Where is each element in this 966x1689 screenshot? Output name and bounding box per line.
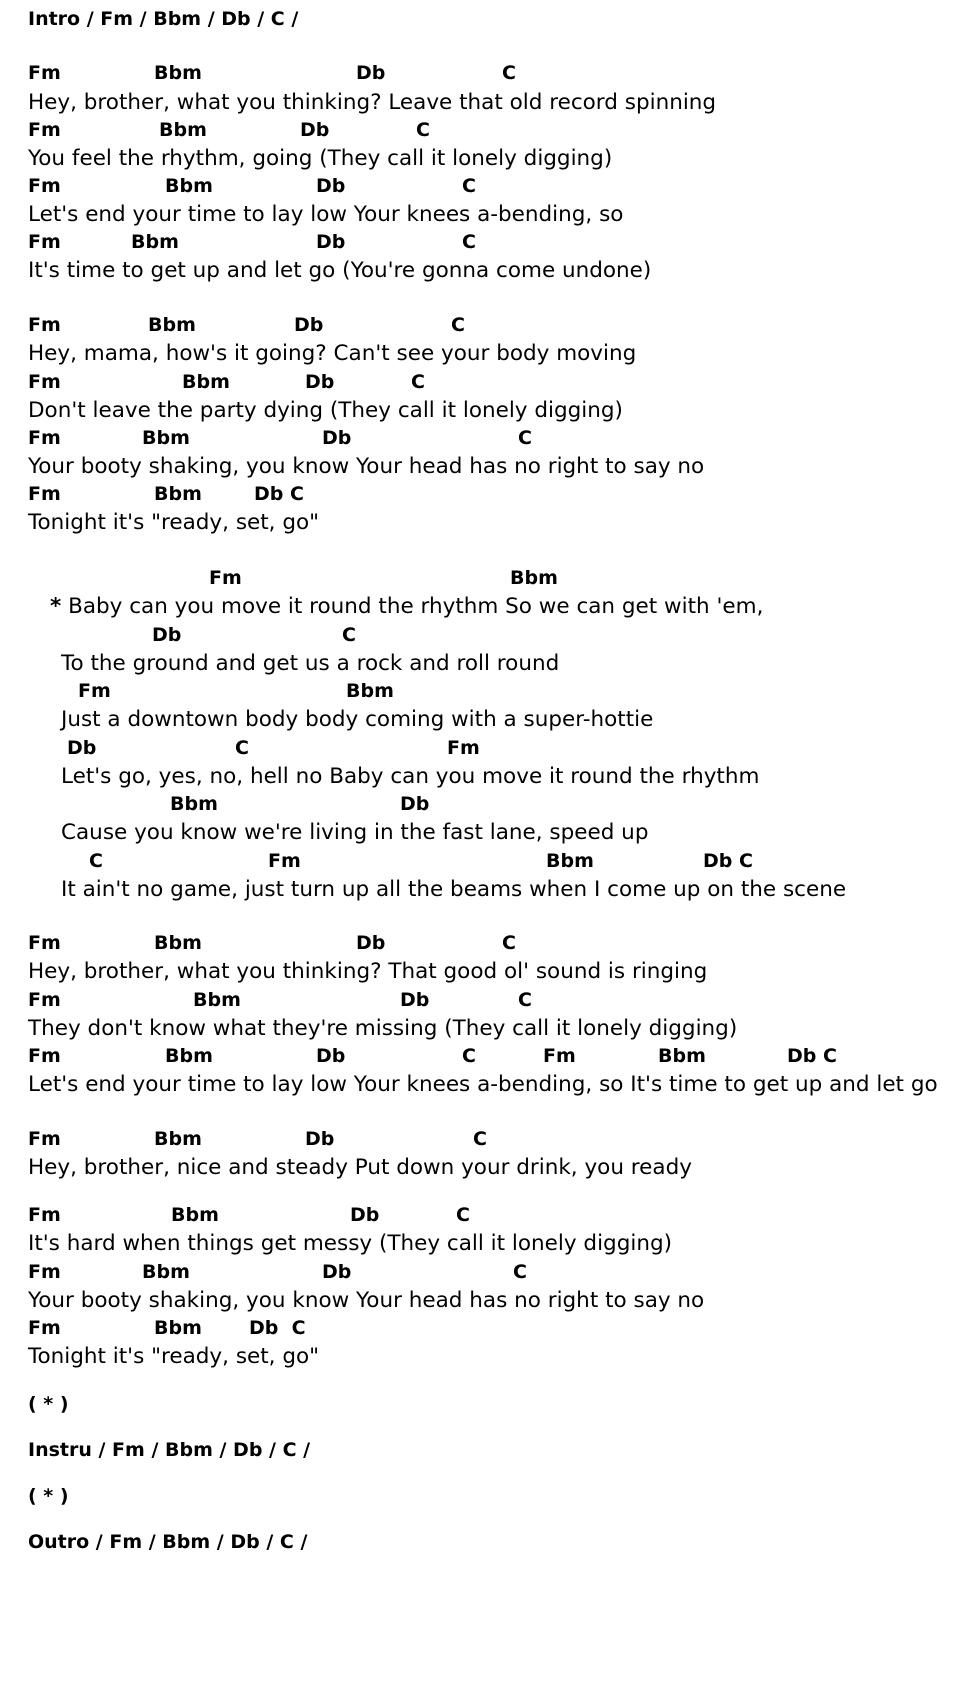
chord: C [502,62,516,84]
chord: Fm [28,427,61,449]
chord: Db [316,1045,346,1067]
chord: Bbm [346,680,394,702]
chord: Fm [28,62,61,84]
chord: C [473,1128,487,1150]
chord: Bbm [193,989,241,1011]
chord: Fm [78,680,111,702]
chord: Fm [209,567,242,589]
chord: C [451,314,465,336]
chord: Bbm [510,567,558,589]
chord: Bbm [159,119,207,141]
repeat-chorus-marker: ( * ) [28,1393,69,1415]
chord: Bbm [182,371,230,393]
chord: Db [322,1261,352,1283]
chord: Db [294,314,324,336]
chord: Db [152,624,182,646]
lyric-line: Hey, brother, what you thinking? Leave that old record spinning [28,90,717,115]
chord: Db [67,737,97,759]
chord: Db [356,932,386,954]
chord: Db [316,175,346,197]
chord: Fm [28,1128,61,1150]
chorus-marker: * [50,594,62,619]
chord: C [462,1045,476,1067]
chord: Db C [703,850,753,872]
chord: Fm [543,1045,576,1067]
chord: C [235,737,249,759]
lyric-line: Just a downtown body body coming with a super-hottie [61,707,654,732]
chord: Bbm [154,62,202,84]
chord: Db [400,989,430,1011]
lyric-line: Let's go, yes, no, hell no Baby can you move it round the rhythm [61,764,760,789]
chord: C [462,231,476,253]
lyric-line: Don't leave the party dying (They call it lonely digging) [28,398,623,423]
chord: Bbm [170,793,218,815]
chord: Db C [787,1045,837,1067]
chord: C [518,989,532,1011]
chord: Bbm [142,427,190,449]
chord: Bbm [131,231,179,253]
chord: Db [316,231,346,253]
chord: Db [322,427,352,449]
lyric-line: To the ground and get us a rock and roll round [61,651,560,676]
chord: C [513,1261,527,1283]
chord: C [89,850,103,872]
chord: Fm [28,314,61,336]
chord: Bbm [154,1128,202,1150]
lyric-line: It's hard when things get messy (They call it lonely digging) [28,1231,672,1256]
chord: Fm [28,1317,61,1339]
chord: Db [356,62,386,84]
lyric-line: Tonight it's "ready, set, go" [28,1344,320,1369]
lyric-line: Your booty shaking, you know Your head has no right to say no [28,1288,705,1313]
lyric-line: It ain't no game, just turn up all the beams when I come up on the scene [61,877,847,902]
lyric-line: Let's end your time to lay low Your knees a-bending, so It's time to get up and let go [28,1072,938,1097]
chord: C [518,427,532,449]
chord: Fm [28,1045,61,1067]
lyric-line: Tonight it's "ready, set, go" [28,510,320,535]
chord: C [462,175,476,197]
lyric-line: Hey, mama, how's it going? Can't see your body moving [28,341,637,366]
chord: Db [400,793,430,815]
lyric-line: You feel the rhythm, going (They call it lonely digging) [28,146,613,171]
lyric-line: Cause you know we're living in the fast lane, speed up [61,820,649,845]
chord: Fm [28,932,61,954]
instru-line: Instru / Fm / Bbm / Db / C / [28,1439,311,1461]
chord: Db [300,119,330,141]
lyric-line: Hey, brother, what you thinking? That good ol' sound is ringing [28,959,708,984]
chord: Bbm [658,1045,706,1067]
chord: Fm [28,119,61,141]
chord: Fm [28,231,61,253]
intro-line: Intro / Fm / Bbm / Db / C / [28,8,299,30]
chord: Fm [28,989,61,1011]
chord: Fm [28,371,61,393]
lyric-line: Baby can you move it round the rhythm So we can get with 'em, [68,594,764,619]
chord: C [416,119,430,141]
chord: Bbm [171,1204,219,1226]
chord: Bbm [142,1261,190,1283]
chord: Bbm [154,932,202,954]
chord: Bbm [154,483,202,505]
lyric-line: Let's end your time to lay low Your knees a-bending, so [28,202,624,227]
chord: C [502,932,516,954]
chord: Db C [254,483,304,505]
chord: Db C [249,1317,306,1339]
chord: Bbm [165,175,213,197]
chord: Fm [268,850,301,872]
lyric-line: It's time to get up and let go (You're gonna come undone) [28,258,652,283]
chord: Db [350,1204,380,1226]
chord: Bbm [148,314,196,336]
chord: Db [305,371,335,393]
chord: Fm [28,1204,61,1226]
chord: Bbm [154,1317,202,1339]
lyric-line: Hey, brother, nice and steady Put down your drink, you ready [28,1155,692,1180]
chord: Fm [28,1261,61,1283]
chord: Fm [28,483,61,505]
chord: C [411,371,425,393]
lyric-line: Your booty shaking, you know Your head has no right to say no [28,454,705,479]
chord: Bbm [165,1045,213,1067]
repeat-chorus-marker: ( * ) [28,1485,69,1507]
chord: Bbm [546,850,594,872]
outro-line: Outro / Fm / Bbm / Db / C / [28,1531,308,1553]
chord: Db [305,1128,335,1150]
chord: Fm [28,175,61,197]
chord: C [456,1204,470,1226]
chord: Fm [447,737,480,759]
chord: C [342,624,356,646]
lyric-line: They don't know what they're missing (They call it lonely digging) [28,1016,738,1041]
